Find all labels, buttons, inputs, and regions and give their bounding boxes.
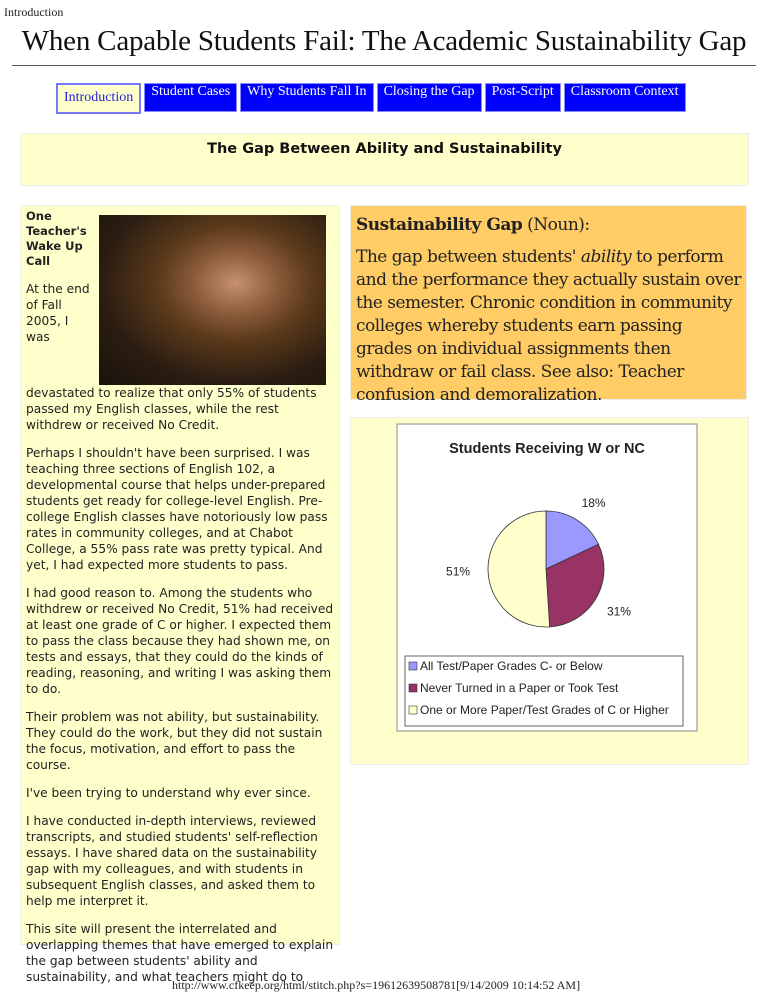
pie-data-label: 18% [581,496,606,511]
pie-chart [351,418,748,764]
definition-text [356,246,741,407]
nav-post-script[interactable]: Post-Script [485,83,561,112]
intro-heading: One Teacher's Wake Up Call [26,209,87,268]
definition-pos: (Noun): [527,215,590,235]
document-title: Introduction [4,5,64,19]
legend-swatch [409,706,417,714]
definition-text-part: to perform and the performance they actually sustain over the semester. Chronic condition in community colleges whereby students earn passing grades on individual assignments then withdraw or fail class. See also: Teacher confusion and demoralization. [356,247,742,405]
teacher-photo [99,215,326,385]
intro-paragraph: This site will present the interrelated and overlapping themes that have emerged to explain the gap between students' ability and sustainability, and what teachers might do to [26,922,334,984]
definition-emphasis: ability [580,247,632,267]
nav-why-students-fall-in[interactable]: Why Students Fall In [240,83,373,112]
definition-term: Sustainability Gap [356,215,523,235]
chart-box [350,417,749,765]
nav-introduction[interactable]: Introduction [56,83,141,114]
legend-swatch [409,662,417,670]
banner-title: The Gap Between Ability and Sustainability [207,141,562,157]
intro-paragraph: Their problem was not ability, but sustainability. They could do the work, but they did not sustain the focus, motivation, and effort to pass the course. [26,710,323,772]
nav-student-cases[interactable]: Student Cases [144,83,237,112]
legend-label: All Test/Paper Grades C- or Below [420,659,603,673]
definition-text-part: The gap between students' [356,247,581,267]
nav-classroom-context[interactable]: Classroom Context [564,83,686,112]
definition-box [350,205,747,405]
intro-column [20,205,340,984]
footer-url: http://www.cfkeep.org/html/stitch.php?s=19612639508781[9/14/2009 10:14:52 AM] [172,978,581,992]
chart-title: Students Receiving W or NC [449,441,645,457]
section-banner [20,133,749,186]
title-divider [12,65,756,66]
legend-swatch [409,684,417,692]
site-title: When Capable Students Fail: The Academic Sustainability Gap [21,25,747,57]
intro-paragraph: I have conducted in-depth interviews, reviewed transcripts, and studied students' self-reflection essays. I have shared data on the sustainability gap with my colleagues, and with students in subsequent English classes, and asked them to help me interpret it. [26,814,318,908]
legend-label: One or More Paper/Test Grades of C or Higher [420,703,669,717]
pie-data-label: 31% [606,604,631,619]
intro-paragraph: I've been trying to understand why ever since. [26,786,311,800]
pie-data-label: 51% [446,564,471,579]
intro-paragraph: Perhaps I shouldn't have been surprised. I was teaching three sections of English 102, a developmental course that helps under-prepared students get ready for college-level English. Pre-college English classes have notoriously low pass rates in community colleges, and at Chabot College, a 55% pass rate was pretty typical. And yet, I had expected more students to pass. [26,446,328,572]
nav-closing-the-gap[interactable]: Closing the Gap [377,83,482,112]
intro-paragraph: I had good reason to. Among the students who withdrew or received No Credit, 51% had received at least one grade of C or higher. I expected them to pass the class because they had shown me, on tests and essays, that they could do the kinds of reading, reasoning, and writing I was asking them to do. [26,586,334,696]
main-nav [56,83,736,114]
legend-label: Never Turned in a Paper or Took Test [420,681,619,695]
intro-paragraph: At the end of Fall 2005, I was devastated to realize that only 55% of students passed my English classes, while the rest withdrew or received No Credit. [26,282,317,432]
